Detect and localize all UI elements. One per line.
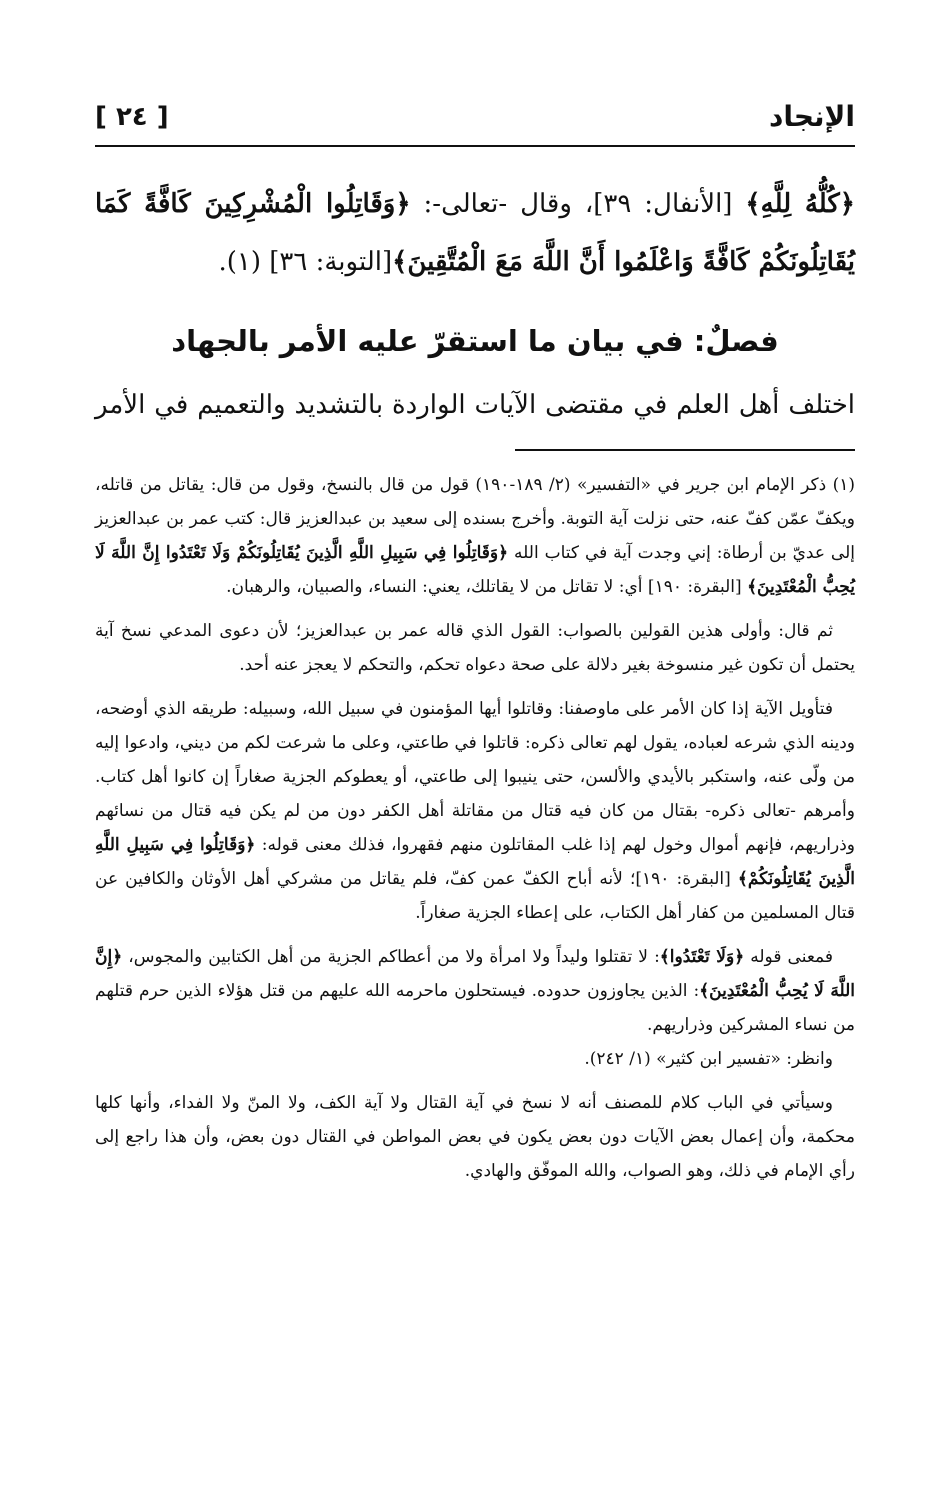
section-heading: فصلٌ: في بيان ما استقرّ عليه الأمر بالجهاد — [171, 324, 779, 358]
footnote-text: (١) ذكر الإمام ابن جرير في «التفسير» (٢/ ١٨٩-١٩٠) قول من قال بالنسخ، وقول من قال: يقاتل من قاتله، ويكفّ عمّن كفّ عنه، حتى نزلت آية التوبة. وأخرج بسنده إلى سعيد بن عبدالعزيز قال: كتب عمر بن عبدالعزيز إلى عديّ بن أرطاة: إني وجدت آية في كتاب الله — [95, 475, 855, 563]
verse-reference: [الأنفال: ٣٩]، وقال -تعالى-: — [423, 189, 733, 219]
footnote-marker: (١) — [226, 247, 261, 277]
footnote-paragraph — [95, 468, 855, 604]
main-text — [95, 175, 855, 427]
quran-quote: ﴿وَقَاتِلُوا فِي سَبِيلِ اللَّهِ الَّذِينَ يُقَاتِلُونَكُمْ﴾ — [95, 835, 856, 889]
verse-paragraph — [95, 175, 855, 291]
quran-quote: ﴿وَقَاتِلُوا فِي سَبِيلِ اللَّهِ الَّذِينَ يُقَاتِلُونَكُمْ وَلَا تَعْتَدُوا إِنَّ اللَّهَ لَا يُحِبُّ الْمُعْتَدِينَ﴾ — [95, 543, 855, 597]
footnotes — [95, 468, 855, 1188]
running-title: الإنجاد — [768, 100, 855, 133]
footnote-text: [البقرة: ١٩٠]؛ لأنه أباح الكفّ عمن كفّ، فلم يقاتل من مشركي أهل الأوثان والكافين عن قتال المسلمين من كفار أهل الكتاب، على إعطاء الجزية صغاراً. — [95, 869, 855, 923]
footnote-paragraph: وسيأتي في الباب كلام للمصنف أنه لا نسخ في آية القتال ولا آية الكف، ولا المنّ ولا الفداء، وأنها كلها محكمة، وأن إعمال بعض الآيات دون بعض يكون في بعض المواطن في القتال دون بعض، وأن هذا راجع إلى رأي الإمام في ذلك، وهو الصواب، والله الموفّق والهادي. — [95, 1093, 855, 1181]
page-number: [ ٢٤ ] — [95, 102, 169, 132]
punctuation: . — [218, 247, 227, 277]
footnote-divider — [515, 449, 855, 451]
footnote-text: [البقرة: ١٩٠] أي: لا تقاتل من لا يقاتلك، يعني: النساء، والصبيان، والرهبان. — [226, 577, 742, 597]
quran-quote: ﴿وَقَاتِلُوا الْمُشْرِكِينَ كَافَّةً كَمَا يُقَاتِلُونَكُمْ كَافَّةً وَاعْلَمُوا أَنَّ اللَّهَ مَعَ الْمُتَّقِينَ﴾ — [95, 189, 855, 277]
page-header — [95, 95, 855, 147]
quran-quote: ﴿كُلُّهُ لِلَّهِ﴾ — [745, 189, 856, 219]
footnote-text: : لا تقتلوا وليداً ولا امرأة ولا من أعطاكم الجزية من أهل الكتابين والمجوس، — [128, 947, 660, 967]
footnote-paragraph — [95, 940, 855, 1042]
footnote-text: فتأويل الآية إذا كان الأمر على ماوصفنا: وقاتلوا أيها المؤمنون في سبيل الله، وسبيله: طريقه الذي أوضحه، ودينه الذي شرعه لعباده، يقول لهم تعالى ذكره: قاتلوا في طاعتي، وعلى ما شرعت لكم من ديني، وادعوا إليه من ولّى عنه، واستكبر بالأيدي والألسن، حتى ينيبوا إلى طاعتي، أو يعطوكم الجزية صغاراً إن كانوا أهل كتاب. وأمرهم -تعالى ذكره- بقتال من كان فيه قتال من مقاتلة أهل الكفر دون من لم يكن فيه قتال من نسائهم وذراريهم، فإنهم أموال وخول لهم إذا غلب المقاتلون منهم فقهروا، فذلك معنى قوله: — [95, 699, 855, 855]
footnote-paragraph — [95, 692, 855, 930]
quran-quote: ﴿وَلَا تَعْتَدُوا﴾ — [659, 947, 745, 967]
quran-quote: ﴿إِنَّ اللَّهَ لَا يُحِبُّ الْمُعْتَدِينَ﴾ — [95, 947, 855, 1001]
verse-reference: [التوبة: ٣٦] — [269, 247, 393, 277]
footnote-paragraph: ثم قال: وأولى هذين القولين بالصواب: القول الذي قاله عمر بن عبدالعزيز؛ لأن دعوى المدعي نسخ آية يحتمل أن تكون غير منسوخة بغير دلالة على صحة دعواه تحكم، والتحكم لا يعجز عنه أحد. — [95, 621, 855, 675]
footnote-text: فمعنى قوله — [750, 947, 833, 967]
footnote-reference: وانظر: «تفسير ابن كثير» (١/ ٢٤٢). — [584, 1049, 833, 1069]
footnote-text: : الذين يجاوزون حدوده. فيستحلون ماحرمه الله عليهم من قتل هؤلاء الذين حرم قتلهم من نساء المشركين وذراريهم. — [95, 981, 855, 1035]
body-paragraph: اختلف أهل العلم في مقتضى الآيات الواردة بالتشديد والتعميم في الأمر — [95, 390, 855, 420]
